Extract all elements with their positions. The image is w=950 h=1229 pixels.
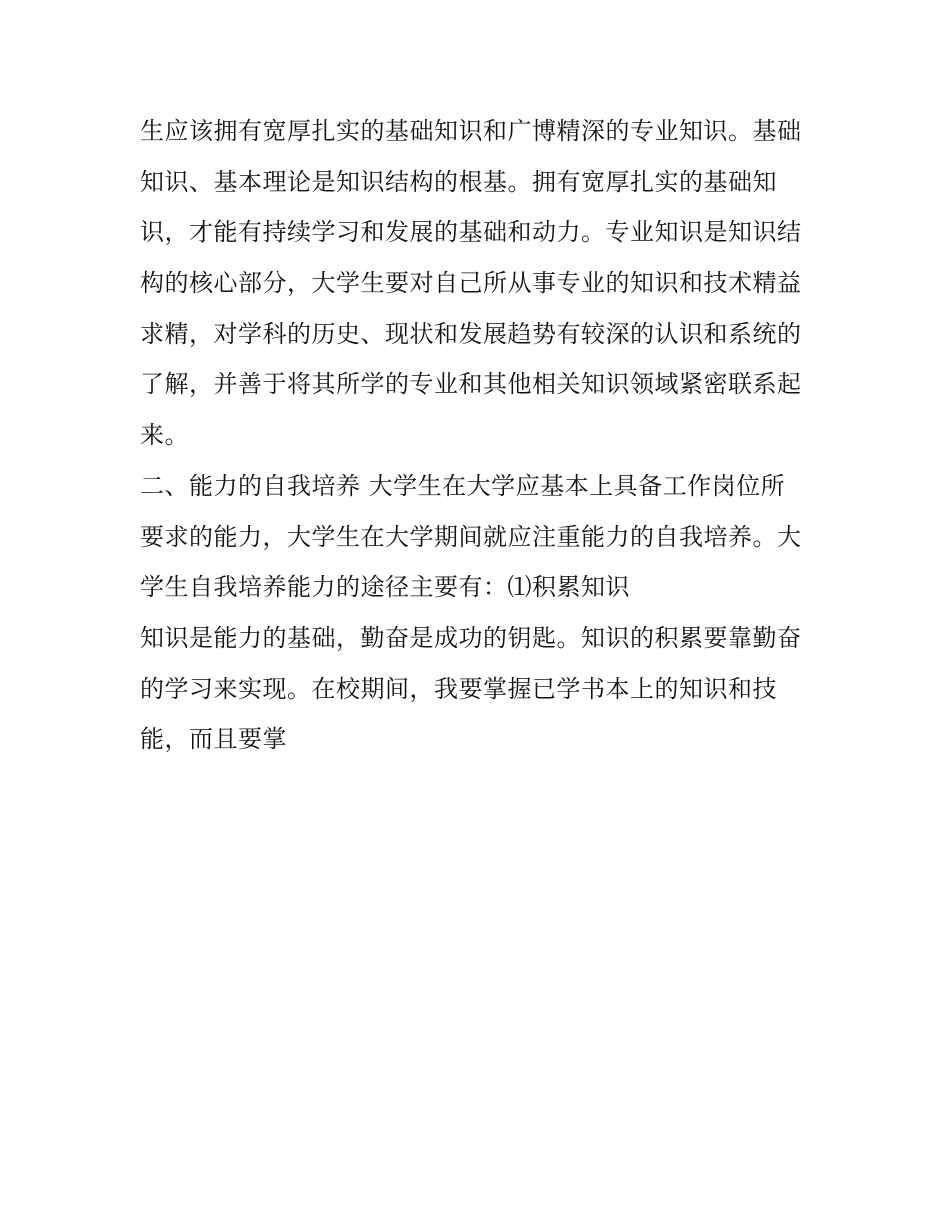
text-line: 学生自我培养能力的途径主要有：⑴积累知识	[140, 573, 630, 602]
text-line: 的学习来实现。在校期间，我要掌握已学书本上的知识和技	[140, 674, 777, 703]
text-line: 了解，并善于将其所学的专业和其他相关知识领域紧密联系起	[140, 370, 802, 399]
text-line: 要求的能力，大学生在大学期间就应注重能力的自我培养。大	[140, 522, 802, 551]
body-text	[140, 106, 820, 765]
text-line: 能，而且要掌	[140, 725, 287, 754]
text-line: 生应该拥有宽厚扎实的基础知识和广博精深的专业知识。基础	[140, 117, 802, 145]
text-line: 求精，对学科的历史、现状和发展趋势有较深的认识和系统的	[140, 319, 802, 348]
text-line: 知识、基本理论是知识结构的根基。拥有宽厚扎实的基础知	[140, 167, 777, 196]
text-line: 知识是能力的基础，勤奋是成功的钥匙。知识的积累要靠勤奋	[140, 623, 802, 652]
section-heading-line: 二、能力的自我培养 大学生在大学应基本上具备工作岗位所	[140, 471, 786, 500]
text-line: 构的核心部分，大学生要对自己所从事专业的知识和技术精益	[140, 269, 802, 298]
text-line: 来。	[140, 421, 189, 450]
text-line: 识，才能有持续学习和发展的基础和动力。专业知识是知识结	[140, 218, 802, 247]
